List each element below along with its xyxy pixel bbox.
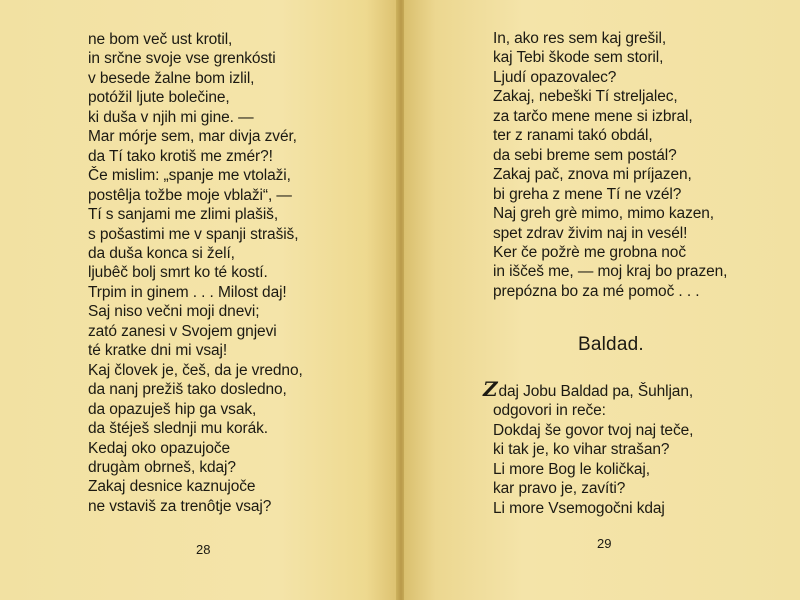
right-poem-text xyxy=(493,29,727,301)
poem-line: Li more Vsemogočni kdaj xyxy=(493,499,665,517)
poem-line: Trpim in ginem . . . Milost daj! xyxy=(88,283,287,301)
poem-line: da opazuješ hip ga vsak, xyxy=(88,400,257,418)
poem-line: da nanj prežiš tako dosledno, xyxy=(88,381,287,399)
poem-line: Mar mórje sem, mar divja zvér, xyxy=(88,128,297,146)
poem-line: ne vstaviš za trenôtje vsaj? xyxy=(88,497,272,515)
left-page xyxy=(0,0,398,600)
poem-line: té kratke dni mi vsaj! xyxy=(88,342,228,360)
poem-line: ne bom več ust krotil, xyxy=(88,31,233,48)
poem-line: prepózna bo za mé pomoč . . . xyxy=(493,282,700,300)
poem-line-first xyxy=(483,377,694,401)
left-poem-text xyxy=(88,30,303,516)
poem-line: ki duša v njih mi gine. — xyxy=(88,108,254,126)
poem-line: za tarčo mene mene si izbral, xyxy=(493,107,693,125)
poem-line: in iščeš me, — moj kraj bo prazen, xyxy=(493,263,728,281)
poem-line: da duša konca si želí, xyxy=(88,244,235,262)
poem-line: ljubêč bolj smrt ko té kostí. xyxy=(88,264,268,282)
poem-line: Naj greh grè mimo, mimo kazen, xyxy=(493,205,714,223)
poem-line: in srčne svoje vse grenkósti xyxy=(88,50,276,68)
poem-line: Ker če požrè me grobna noč xyxy=(493,243,686,261)
poem-line: Zakaj pač, znova mi príjazen, xyxy=(493,166,692,184)
poem-line: ki tak je, ko vihar strašan? xyxy=(493,441,670,459)
poem-line: Li more Bog le količkaj, xyxy=(493,460,650,478)
poem-line: Zakaj desnice kaznujoče xyxy=(88,478,256,496)
poem-line: drugàm obrneš, kdaj? xyxy=(88,458,236,476)
poem-line: da štéješ slednji mu korák. xyxy=(88,420,268,438)
right-page-number: 29 xyxy=(597,536,612,551)
poem-line: da Tí tako krotiš me zmér?! xyxy=(88,147,273,165)
poem-line: kar pravo je, zavíti? xyxy=(493,480,626,498)
poem-line: ter z ranami takó obdál, xyxy=(493,127,653,145)
left-page-number: 28 xyxy=(196,542,211,557)
poem-line: da sebi breme sem postál? xyxy=(493,146,677,164)
poem-line: Ljudí opazovalec? xyxy=(493,68,617,86)
poem-line: Dokdaj še govor tvoj naj teče, xyxy=(493,421,694,439)
drop-cap: Z xyxy=(483,377,498,401)
poem-line: kaj Tebi škode sem storil, xyxy=(493,49,664,67)
poem-line: potóžil ljute bolečine, xyxy=(88,89,230,107)
baldad-poem-text xyxy=(483,377,694,518)
poem-line: Saj niso večni moji dnevi; xyxy=(88,303,260,321)
poem-line: bi greha z mene Tí ne vzél? xyxy=(493,185,682,203)
poem-line: spet zdrav živim naj in vesél! xyxy=(493,224,688,242)
poem-line: Kaj človek je, češ, da je vredno, xyxy=(88,361,303,379)
poem-line: Če mislim: „spanje me vtolaži, xyxy=(88,167,291,185)
first-line-rest: daj Jobu Baldad pa, Šuhljan, xyxy=(498,383,694,400)
poem-line: postêlja tožbe moje vblaži“, — xyxy=(88,186,292,204)
poem-line: In, ako res sem kaj grešil, xyxy=(493,30,667,47)
poem-line: Kedaj oko opazujoče xyxy=(88,439,231,457)
poem-line: odgovori in reče: xyxy=(493,402,606,420)
poem-line: zató zanesi v Svojem gnjevi xyxy=(88,322,277,340)
poem-line: s pošastimi me v spanji strašiš, xyxy=(88,225,299,243)
poem-line: v besede žalne bom izlil, xyxy=(88,69,255,87)
poem-line: Tí s sanjami me zlimi plašiš, xyxy=(88,206,279,224)
poem-line: Zakaj, nebeški Tí streljalec, xyxy=(493,88,678,106)
section-heading: Baldad. xyxy=(578,334,644,355)
